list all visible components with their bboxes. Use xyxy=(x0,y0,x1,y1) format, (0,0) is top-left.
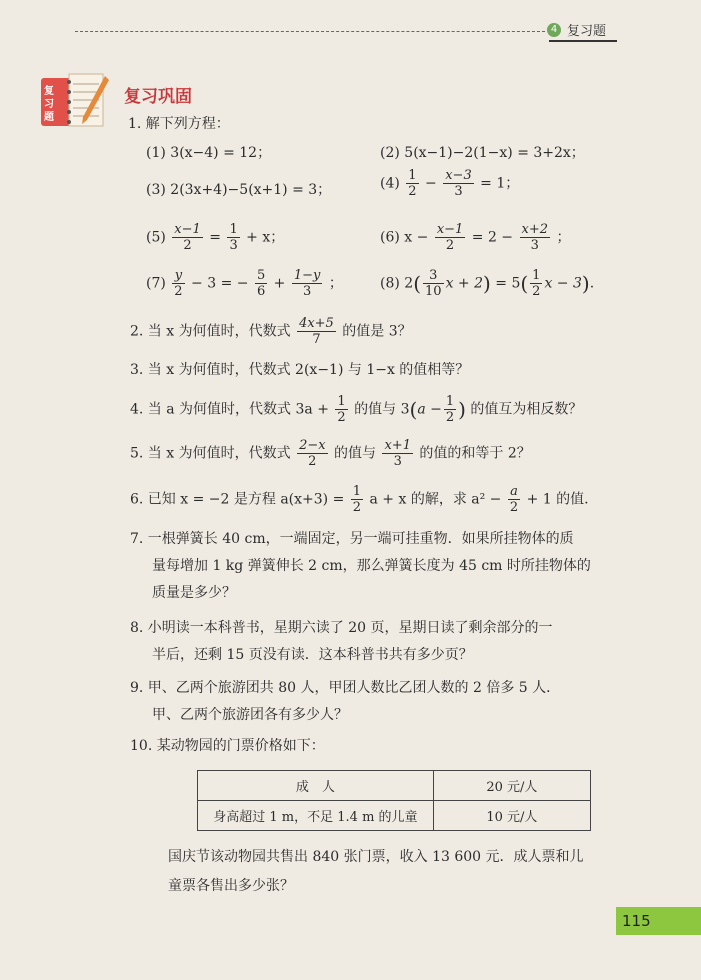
chapter-number: 4 xyxy=(547,23,561,37)
chapter-title: 复习题 xyxy=(567,24,607,39)
q9: 9. 甲、乙两个旅游团共 80 人，甲团人数比乙团人数的 2 倍多 5 人． 甲、乙两个旅游团各有多少人？ xyxy=(130,680,561,723)
q10-text: 国庆节该动物园共售出 840 张门票，收入 13 600 元．成人票和儿 童票各售出多少张？ xyxy=(168,849,584,894)
icon-label-1: 复 xyxy=(44,86,54,97)
q1-eq6: (6) x − $\frac{x-1}{2}$ = 2 − $\frac{x+2}{3}$ ； xyxy=(380,222,571,253)
page-number: 115 xyxy=(616,907,701,935)
chapter-header xyxy=(547,20,606,39)
ticket-type: 身高超过 1 m，不足 1.4 m 的儿童 xyxy=(198,801,434,831)
q10-label: 10. 某动物园的门票价格如下： xyxy=(130,738,325,754)
table-row xyxy=(198,801,591,831)
chapter-underline xyxy=(549,40,617,42)
ticket-type: 成 人 xyxy=(198,771,434,801)
q1-label: 1. 解下列方程： xyxy=(128,116,230,132)
ticket-price: 20 元/人 xyxy=(433,771,590,801)
q1-eq3: (3) 2(3x+4)−5(x+1) = 3； xyxy=(146,182,332,198)
q1-eq5: (5) $\frac{x-1}{2}$ = $\frac{1}{3}$ + x； xyxy=(146,222,285,253)
q1-eq1: (1) 3(x−4) = 12； xyxy=(146,145,272,161)
icon-label-2: 习 xyxy=(44,99,54,110)
section-title: 复习巩固 xyxy=(124,87,192,107)
header-dashed-line xyxy=(75,31,545,32)
q8: 8. 小明读一本科普书，星期六读了 20 页，星期日读了剩余部分的一 半后，还剩 15 页没有读．这本科普书共有多少页？ xyxy=(130,620,553,663)
review-notebook-icon xyxy=(35,72,111,130)
q6: 6. 已知 x = −2 是方程 a(x+3) = $\frac{1}{2}$ a + x 的解，求 a² − $\frac{a}{2}$ + 1 的值. xyxy=(130,484,589,515)
icon-label-3: 题 xyxy=(44,112,54,123)
q1-eq8: (8) 2( $\frac{3}{10}$ x + 2) = 5( $\frac{1}{2}$ x − 3). xyxy=(380,268,595,299)
q1-eq4: (4) $\frac{1}{2}$ − $\frac{x-3}{3}$ = 1； xyxy=(380,168,520,199)
q5: 5. 当 x 为何值时，代数式 $\frac{2-x}{2}$ 的值与 $\frac{x+1}{3}$ 的值的和等于 2？ xyxy=(130,438,531,469)
q1-eq2: (2) 5(x−1)−2(1−x) = 3+2x； xyxy=(380,145,585,161)
ticket-price-table xyxy=(197,770,591,831)
q7: 7. 一根弹簧长 40 cm，一端固定，另一端可挂重物．如果所挂物体的质 量每增加 1 kg 弹簧伸长 2 cm，那么弹簧长度为 45 cm 时所挂物体的 质量是多少？ xyxy=(130,531,591,601)
table-row xyxy=(198,771,591,801)
q1-eq7: (7) $\frac{y}{2}$ − 3 = − $\frac{5}{6}$ + $\frac{1-y}{3}$ ； xyxy=(146,268,343,299)
q2: 2. 当 x 为何值时，代数式 $\frac{4x+5}{7}$ 的值是 3？ xyxy=(130,316,412,347)
q4: 4. 当 a 为何值时，代数式 3a + $\frac{1}{2}$ 的值与 3(a − $\frac{1}{2}$ ) 的值互为相反数？ xyxy=(130,394,583,425)
q3: 3. 当 x 为何值时，代数式 2(x−1) 与 1−x 的值相等？ xyxy=(130,362,470,378)
ticket-price: 10 元/人 xyxy=(433,801,590,831)
